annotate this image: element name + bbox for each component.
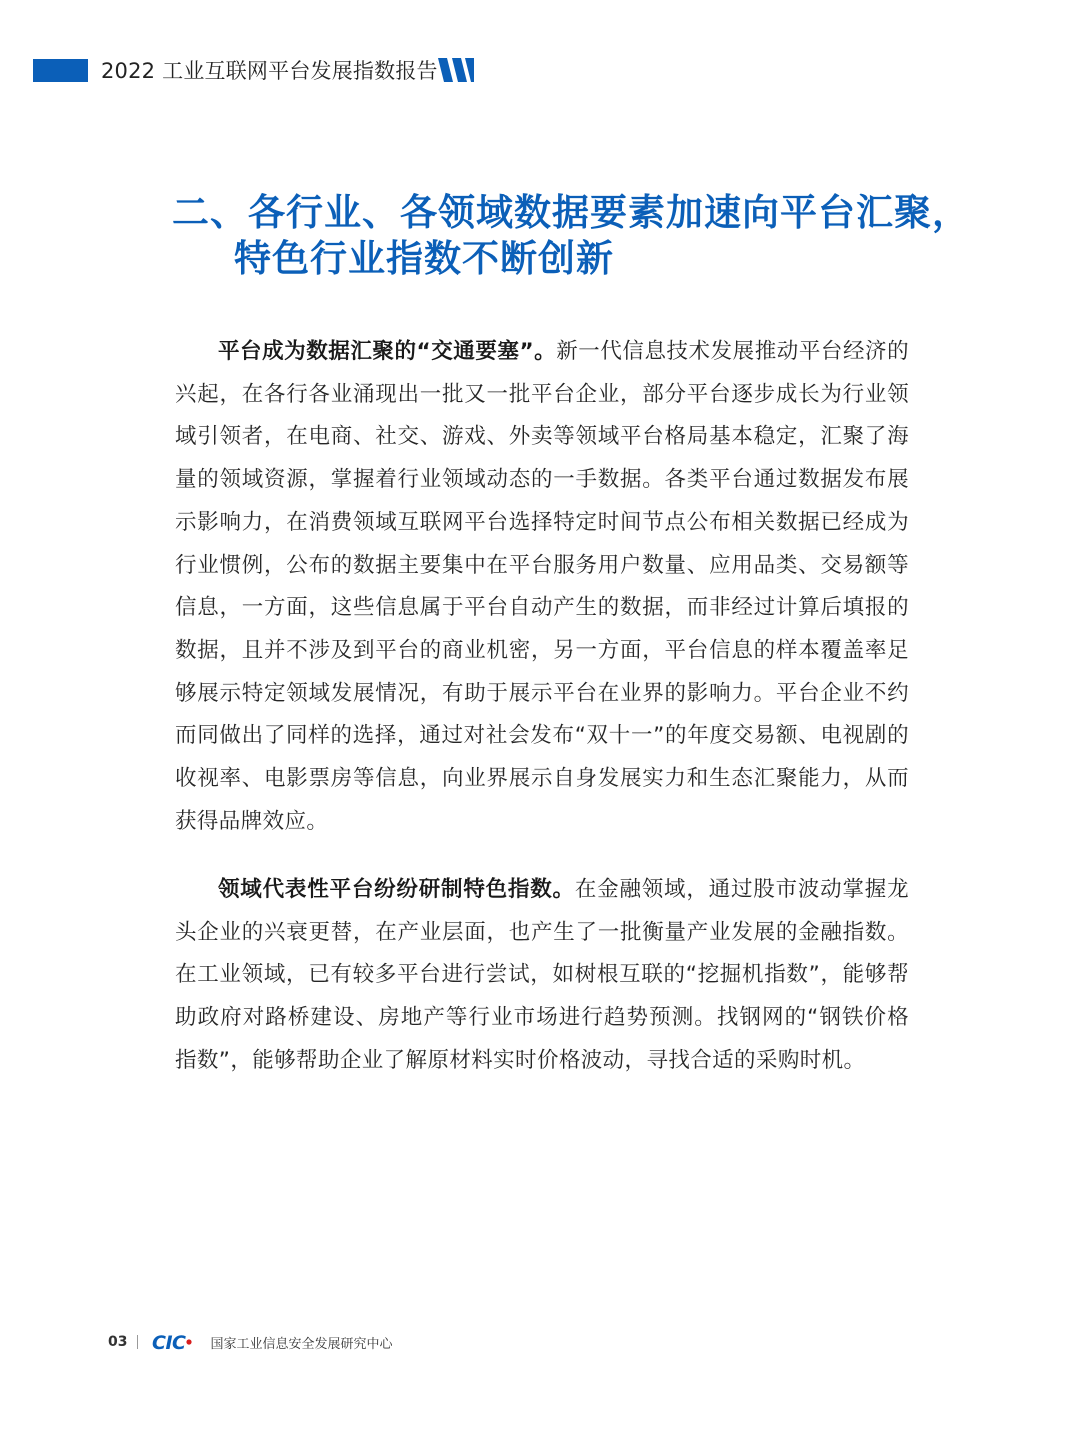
organization-name: 国家工业信息安全发展研究中心 (210, 1336, 393, 1352)
page-number: 03 (108, 1334, 128, 1350)
report-title: 2022 工业互联网平台发展指数报告 (101, 59, 438, 83)
paragraph-lead: 平台成为数据汇聚的“交通要塞”。 (218, 339, 557, 364)
cic-logo-icon (152, 1331, 200, 1353)
section-heading-line-2: 特色行业指数不断创新 (234, 237, 614, 280)
paragraph-body: 新一代信息技术发展推动平台经济的兴起，在各行各业涌现出一批又一批平台企业，部分平台逐步成长为行业领域引领者，在电商、社交、游戏、外卖等领域平台格局基本稳定，汇聚了海量的领域资源，掌握着行业领域动态的一手数据。各类平台通过数据发布展示影响力，在消费领域互联网平台选择特定时间节点公布相关数据已经成为行业惯例，公布的数据主要集中在平台服务用户数量、应用品类、交易额等信息，一方面，这些信息属于平台自动产生的数据，而非经过计算后填报的数据，且并不涉及到平台的商业机密，另一方面，平台信息的样本覆盖率足够展示特定领域发展情况，有助于展示平台在业界的影响力。平台企业不约而同做出了同样的选择，通过对社会发布“双十一”的年度交易额、电视剧的收视率、电影票房等信息，向业界展示自身发展实力和生态汇聚能力，从而获得品牌效应。 (175, 339, 909, 834)
double-slash-icon (438, 58, 474, 82)
paragraph-data-hub (175, 331, 909, 843)
cic-logo-text: CIC (152, 1332, 186, 1353)
section-heading-line-1: 二、各行业、各领域数据要素加速向平台汇聚， (172, 191, 970, 234)
footer-divider (137, 1335, 138, 1349)
paragraph-body: 在金融领域，通过股市波动掌握龙头企业的兴衰更替，在产业层面，也产生了一批衡量产业发展的金融指数。在工业领域，已有较多平台进行尝试，如树根互联的“挖掘机指数”，能够帮助政府对路桥建设、房地产等行业市场进行趋势预测。找钢网的“钢铁价格指数”，能够帮助企业了解原材料实时价格波动，寻找合适的采购时机。 (175, 877, 909, 1073)
paragraph-lead: 领域代表性平台纷纷研制特色指数。 (218, 877, 575, 902)
page-footer (108, 1329, 393, 1355)
header-accent-bar (33, 59, 88, 82)
section-heading (172, 190, 970, 282)
paragraph-special-index (175, 869, 909, 1083)
